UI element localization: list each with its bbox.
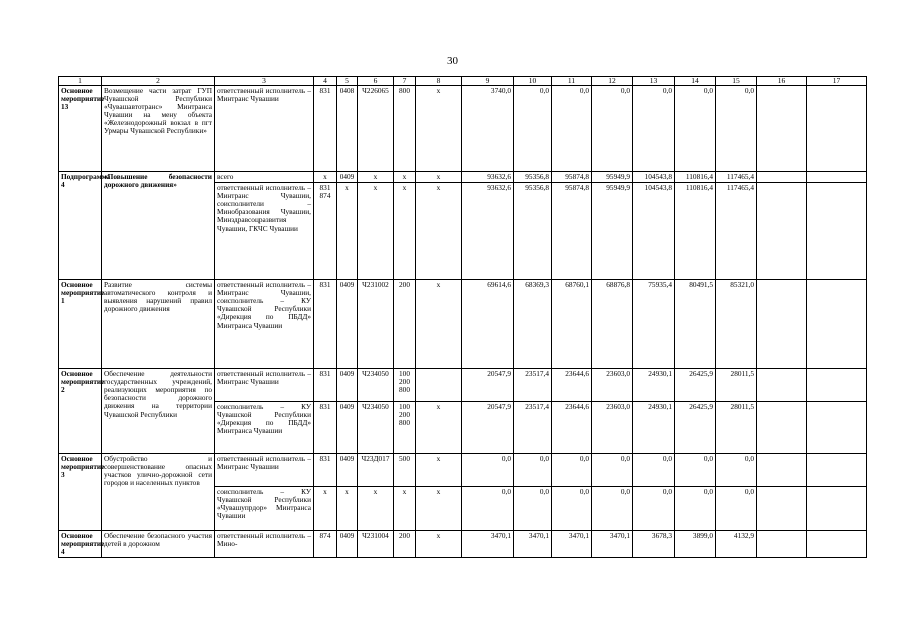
program-name-cell: Основное мероприятие 2	[59, 369, 102, 454]
amount-cell	[807, 280, 867, 369]
amount-cell: 0,0	[592, 454, 633, 487]
amount-cell	[807, 402, 867, 454]
amount-cell: 68760,1	[552, 280, 592, 369]
grbs-code-cell: 831	[314, 402, 337, 454]
expense-type-cell: x	[394, 487, 416, 531]
executor-cell: ответственный исполнитель – Минтранс Чувашии	[215, 454, 314, 487]
amount-cell: 23517,4	[514, 402, 552, 454]
column-number: 10	[514, 77, 552, 86]
amount-cell: 26425,9	[675, 369, 716, 402]
grbs-code-cell: 831	[314, 454, 337, 487]
description-cell: Обеспечение деятельности государственных учреждений, реализующих мероприятия по безопасности дорожного движения на территории Чувашской Республики	[102, 369, 215, 454]
target-article-cell: Ч231004	[358, 531, 394, 558]
amount-cell	[757, 487, 807, 531]
executor-cell: соисполнитель – КУ Чувашской Республики «Дирекция по ПБДД» Минтранса Чувашии	[215, 402, 314, 454]
target-article-cell: Ч234050	[358, 402, 394, 454]
funding-source-cell: x	[416, 531, 462, 558]
grbs-code-cell: x	[314, 172, 337, 183]
amount-cell	[807, 531, 867, 558]
funding-source-cell	[416, 369, 462, 402]
amount-cell: 110816,4	[675, 183, 716, 280]
grbs-code-cell: 831 874	[314, 183, 337, 280]
amount-cell	[757, 369, 807, 402]
executor-cell: ответственный исполнитель – Минтранс Чувашии, соисполнители – Минобразования Чувашии, Минздравсоцразвития Чувашии, ГКЧС Чувашии	[215, 183, 314, 280]
grbs-code-cell: 874	[314, 531, 337, 558]
funding-source-cell: x	[416, 487, 462, 531]
amount-cell	[757, 531, 807, 558]
amount-cell: 3470,1	[462, 531, 514, 558]
amount-cell: 0,0	[633, 86, 675, 172]
section-code-cell: 0409	[337, 531, 358, 558]
column-number: 14	[675, 77, 716, 86]
column-number-row	[59, 77, 867, 86]
program-name-cell: Подпрограмма 4	[59, 172, 102, 280]
target-article-cell: x	[358, 172, 394, 183]
expense-type-cell: 200	[394, 531, 416, 558]
amount-cell: 75935,4	[633, 280, 675, 369]
amount-cell: 69614,6	[462, 280, 514, 369]
column-number: 6	[358, 77, 394, 86]
funding-source-cell: x	[416, 280, 462, 369]
amount-cell: 80491,5	[675, 280, 716, 369]
target-article-cell: Ч234050	[358, 369, 394, 402]
amount-cell	[757, 280, 807, 369]
amount-cell: 110816,4	[675, 172, 716, 183]
expense-type-cell: 100 200 800	[394, 369, 416, 402]
amount-cell: 0,0	[592, 487, 633, 531]
table-row	[59, 369, 867, 402]
budget-table	[58, 76, 867, 558]
expense-type-cell: x	[394, 172, 416, 183]
program-name-cell: Основное мероприятие 13	[59, 86, 102, 172]
section-code-cell: x	[337, 487, 358, 531]
amount-cell: 0,0	[675, 86, 716, 172]
amount-cell: 85321,0	[716, 280, 757, 369]
amount-cell: 68876,8	[592, 280, 633, 369]
column-number: 13	[633, 77, 675, 86]
amount-cell: 68369,3	[514, 280, 552, 369]
amount-cell: 0,0	[675, 454, 716, 487]
amount-cell: 3740,0	[462, 86, 514, 172]
amount-cell: 26425,9	[675, 402, 716, 454]
description-cell: Возмещение части затрат ГУП Чувашской Республики «Чувашавтотранс» Минтранса Чувашии на мену объекта «Железнодорожный вокзал в пгт Урмары Чувашской Республики»	[102, 86, 215, 172]
amount-cell: 0,0	[716, 487, 757, 531]
amount-cell: 95874,8	[552, 183, 592, 280]
executor-cell: ответственный исполнитель – Минтранс Чувашии, соисполнитель – КУ Чувашской Республики «Дирекция по ПБДД» Минтранса Чувашии	[215, 280, 314, 369]
amount-cell: 0,0	[592, 86, 633, 172]
amount-cell	[807, 487, 867, 531]
target-article-cell: x	[358, 487, 394, 531]
executor-cell: ответственный исполнитель – Мино-	[215, 531, 314, 558]
funding-source-cell: x	[416, 454, 462, 487]
executor-cell: соисполнитель – КУ Чувашской Республики «Чувашупрдор» Минтранса Чувашии	[215, 487, 314, 531]
amount-cell: 95356,8	[514, 183, 552, 280]
amount-cell: 23517,4	[514, 369, 552, 402]
amount-cell	[757, 402, 807, 454]
table-row	[59, 454, 867, 487]
amount-cell: 0,0	[552, 454, 592, 487]
amount-cell: 3678,3	[633, 531, 675, 558]
amount-cell	[757, 172, 807, 183]
amount-cell: 4132,9	[716, 531, 757, 558]
amount-cell: 3470,1	[514, 531, 552, 558]
amount-cell: 93632,6	[462, 183, 514, 280]
target-article-cell: Ч23Д017	[358, 454, 394, 487]
amount-cell: 95874,8	[552, 172, 592, 183]
amount-cell	[757, 183, 807, 280]
column-number: 8	[416, 77, 462, 86]
table-row	[59, 172, 867, 183]
section-code-cell: 0408	[337, 86, 358, 172]
target-article-cell: Ч226065	[358, 86, 394, 172]
column-number: 5	[337, 77, 358, 86]
funding-source-cell: x	[416, 402, 462, 454]
expense-type-cell: 200	[394, 280, 416, 369]
column-number: 3	[215, 77, 314, 86]
grbs-code-cell: x	[314, 487, 337, 531]
program-name-cell: Основное мероприятие 3	[59, 454, 102, 531]
amount-cell	[807, 454, 867, 487]
program-name-cell: Основное мероприятие 4	[59, 531, 102, 558]
column-number: 12	[592, 77, 633, 86]
section-code-cell: 0409	[337, 280, 358, 369]
amount-cell: 3470,1	[552, 531, 592, 558]
column-number: 9	[462, 77, 514, 86]
column-number: 11	[552, 77, 592, 86]
funding-source-cell: x	[416, 183, 462, 280]
amount-cell: 0,0	[514, 454, 552, 487]
executor-cell: ответственный исполнитель – Минтранс Чувашии	[215, 369, 314, 402]
column-number: 1	[59, 77, 102, 86]
description-cell: Развитие системы автоматического контроля и выявления нарушений правил дорожного движения	[102, 280, 215, 369]
amount-cell: 0,0	[675, 487, 716, 531]
amount-cell: 23644,6	[552, 369, 592, 402]
expense-type-cell: 500	[394, 454, 416, 487]
amount-cell: 28011,5	[716, 369, 757, 402]
column-number: 16	[757, 77, 807, 86]
funding-source-cell: x	[416, 86, 462, 172]
amount-cell: 0,0	[716, 454, 757, 487]
amount-cell: 28011,5	[716, 402, 757, 454]
section-code-cell: 0409	[337, 454, 358, 487]
amount-cell: 95356,8	[514, 172, 552, 183]
grbs-code-cell: 831	[314, 86, 337, 172]
amount-cell: 3470,1	[592, 531, 633, 558]
expense-type-cell: 800	[394, 86, 416, 172]
column-number: 4	[314, 77, 337, 86]
amount-cell: 20547,9	[462, 402, 514, 454]
amount-cell: 23603,0	[592, 369, 633, 402]
executor-cell: ответственный исполнитель – Минтранс Чувашии	[215, 86, 314, 172]
amount-cell: 0,0	[552, 487, 592, 531]
funding-source-cell: x	[416, 172, 462, 183]
amount-cell: 0,0	[633, 487, 675, 531]
amount-cell: 0,0	[552, 86, 592, 172]
executor-cell: всего	[215, 172, 314, 183]
description-cell: «Повышение безопасности дорожного движения»	[102, 172, 215, 280]
grbs-code-cell: 831	[314, 369, 337, 402]
amount-cell: 0,0	[716, 86, 757, 172]
amount-cell: 0,0	[633, 454, 675, 487]
table-row	[59, 280, 867, 369]
amount-cell: 0,0	[462, 454, 514, 487]
amount-cell: 23603,0	[592, 402, 633, 454]
amount-cell: 117465,4	[716, 172, 757, 183]
program-name-cell: Основное мероприятие 1	[59, 280, 102, 369]
amount-cell: 0,0	[462, 487, 514, 531]
amount-cell: 0,0	[514, 487, 552, 531]
description-cell: Обустройство и совершенствование опасных участков улично-дорожной сети городов и населенных пунктов	[102, 454, 215, 531]
amount-cell	[807, 172, 867, 183]
target-article-cell: Ч231002	[358, 280, 394, 369]
amount-cell	[807, 183, 867, 280]
amount-cell: 104543,8	[633, 172, 675, 183]
amount-cell: 0,0	[514, 86, 552, 172]
amount-cell	[757, 454, 807, 487]
grbs-code-cell: 831	[314, 280, 337, 369]
amount-cell: 95949,9	[592, 183, 633, 280]
amount-cell: 24930,1	[633, 402, 675, 454]
amount-cell: 104543,8	[633, 183, 675, 280]
expense-type-cell: 100 200 800	[394, 402, 416, 454]
amount-cell: 3899,0	[675, 531, 716, 558]
amount-cell: 20547,9	[462, 369, 514, 402]
amount-cell: 24930,1	[633, 369, 675, 402]
amount-cell: 117465,4	[716, 183, 757, 280]
amount-cell	[807, 86, 867, 172]
column-number: 7	[394, 77, 416, 86]
description-cell: Обеспечение безопасного участия детей в дорожном	[102, 531, 215, 558]
column-number: 15	[716, 77, 757, 86]
amount-cell: 93632,6	[462, 172, 514, 183]
column-number: 17	[807, 77, 867, 86]
amount-cell: 23644,6	[552, 402, 592, 454]
amount-cell	[757, 86, 807, 172]
section-code-cell: x	[337, 183, 358, 280]
target-article-cell: x	[358, 183, 394, 280]
amount-cell	[807, 369, 867, 402]
amount-cell: 95949,9	[592, 172, 633, 183]
section-code-cell: 0409	[337, 172, 358, 183]
section-code-cell: 0409	[337, 402, 358, 454]
table-row	[59, 531, 867, 558]
expense-type-cell: x	[394, 183, 416, 280]
table-row	[59, 86, 867, 172]
page-number: 30	[447, 55, 458, 67]
column-number: 2	[102, 77, 215, 86]
section-code-cell: 0409	[337, 369, 358, 402]
